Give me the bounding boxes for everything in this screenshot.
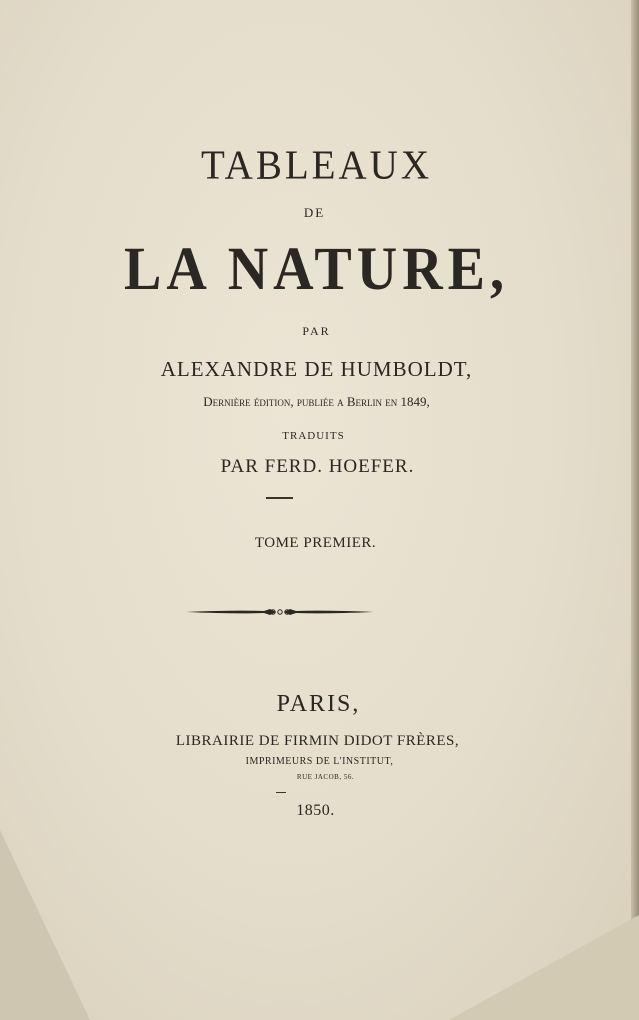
imprint-printer: IMPRIMEURS DE L'INSTITUT,: [245, 756, 394, 767]
page-fold-right: [449, 915, 639, 1020]
translator-name: PAR FERD. HOEFER.: [220, 456, 415, 477]
translated-label: TRADUITS: [282, 430, 345, 442]
volume-label: TOME PREMIER.: [254, 535, 377, 551]
imprint-year: 1850.: [296, 802, 335, 819]
imprint-rule: [276, 792, 286, 793]
title-de: DE: [303, 205, 326, 220]
by-label: PAR: [302, 324, 331, 338]
divider-rule: [266, 497, 293, 499]
title-line-2: LA NATURE,: [123, 234, 509, 304]
author-name: ALEXANDRE DE HUMBOLDT,: [160, 357, 473, 381]
title-line-1: TABLEAUX: [200, 142, 433, 189]
page-fold-left: [0, 830, 90, 1020]
edition-note: Dernière édition, publiée a Berlin en 1849,: [203, 394, 430, 409]
imprint-address: RUE JACOB, 56.: [296, 773, 355, 781]
imprint-city: PARIS,: [276, 691, 361, 717]
ornament-rule: [184, 605, 376, 619]
imprint-publisher: LIBRAIRIE DE FIRMIN DIDOT FRÈRES,: [175, 733, 460, 749]
